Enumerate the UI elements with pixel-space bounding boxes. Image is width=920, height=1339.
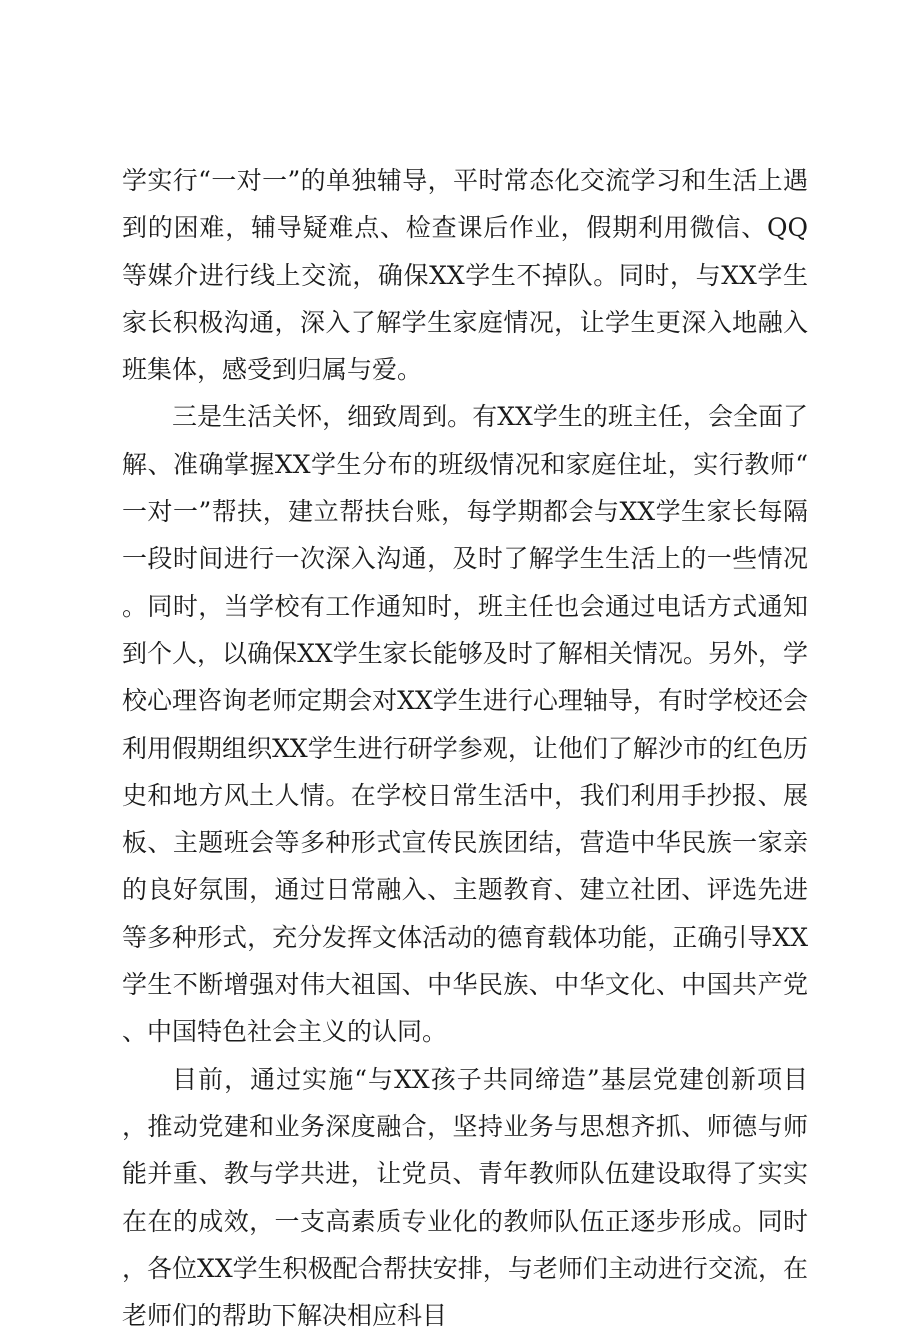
paragraph-current-results: 目前，通过实施“与XX孩子共同缔造”基层党建创新项目，推动党建和业务深度融合，坚持业务与思想齐抓、师德与师能并重、教与学共进，让党员、青年教师队伍建设取得了实实在在的成效，一支高素质专业化的教师队伍正逐步形成。同时，各位XX学生积极配合帮扶安排，与老师们主动进行交流，在老师们的帮助下解决相应科目 [122, 1064, 808, 1331]
paragraph-continuation: 学实行“一对一”的单独辅导，平时常态化交流学习和生活上遇到的困难，辅导疑难点、检查课后作业，假期利用微信、QQ等媒介进行线上交流，确保XX学生不掉队。同时，与XX学生家长积极沟通，深入了解学生家庭情况，让学生更深入地融入班集体，感受到归属与爱。 [122, 166, 808, 385]
paragraph-life-care: 三是生活关怀，细致周到。有XX学生的班主任，会全面了解、准确掌握XX学生分布的班级情况和家庭住址，实行教师“一对一”帮扶，建立帮扶台账，每学期都会与XX学生家长每隔一段时间进行一次深入沟通，及时了解学生生活上的一些情况。同时，当学校有工作通知时，班主任也会通过电话方式通知到个人，以确保XX学生家长能够及时了解相关情况。另外，学校心理咨询老师定期会对XX学生进行心理轴导，有时学校还会利用假期组织XX学生进行研学参观，让他们了解沙市的红色历史和地方风土人情。在学校日常生活中，我们利用手抄报、展板、主题班会等多种形式宣传民族团结，营造中华民族一家亲的良好氛围，通过日常融入、主题教育、建立社团、评选先进等多种形式，充分发挥文体活动的德育载体功能，正确引导XX学生不断增强对伟大祖国、中华民族、中华文化、中国共产党、中国特色社会主义的认同。 [122, 402, 808, 1047]
body-text [122, 157, 808, 1339]
